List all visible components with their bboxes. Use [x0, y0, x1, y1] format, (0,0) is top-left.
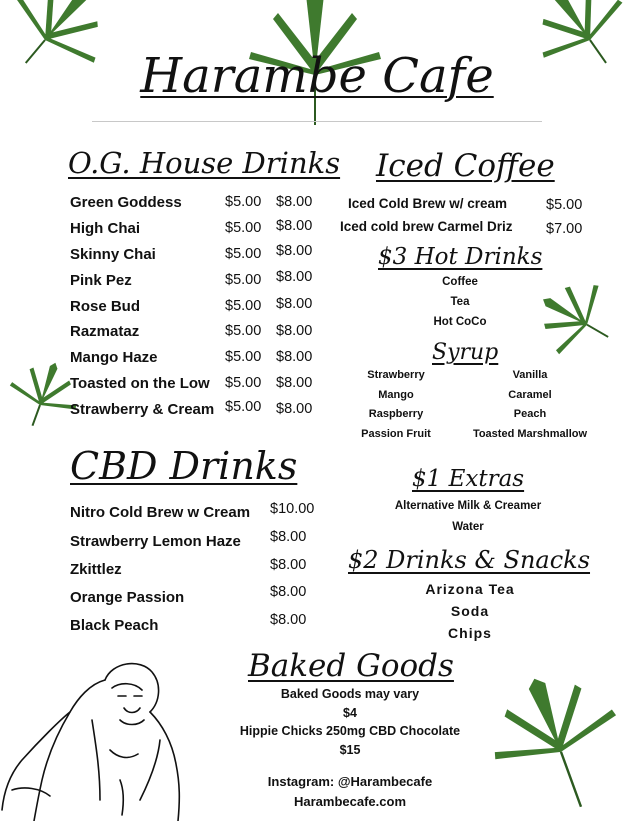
item-price-small: $5.00: [225, 323, 262, 339]
item-price-small: $5.00: [225, 272, 262, 288]
list-item: [70, 269, 350, 292]
item-name: Toasted on the Low: [70, 375, 210, 392]
extras-heading: $1 Extras: [412, 466, 525, 492]
list-item: [70, 401, 350, 421]
list-item: $4: [343, 706, 357, 720]
item-price-large: $8.00: [276, 269, 313, 285]
item-price-large: $8.00: [276, 296, 313, 312]
list-item: Raspberry: [368, 408, 424, 420]
list-item: Alternative Milk & Creamer: [394, 500, 542, 512]
list-item: Vanilla: [512, 369, 548, 381]
hot-drinks-heading: $3 Hot Drinks: [378, 244, 543, 270]
item-price-small: $5.00: [225, 298, 262, 314]
item-price-large: $8.00: [276, 349, 313, 365]
list-item: [70, 349, 350, 369]
snacks-heading: $2 Drinks & Snacks: [348, 546, 591, 574]
item-name: Rose Bud: [70, 298, 141, 315]
item-price: $8.00: [270, 612, 307, 628]
item-price-large: $8.00: [276, 194, 313, 210]
item-name: Black Peach: [70, 617, 159, 634]
item-price-large: $8.00: [276, 218, 313, 234]
item-price: $8.00: [270, 557, 307, 573]
list-item: [70, 375, 350, 395]
item-price: $5.00: [546, 197, 583, 213]
item-price-large: $8.00: [276, 243, 313, 259]
item-price: $10.00: [270, 501, 315, 517]
item-price: $7.00: [546, 221, 583, 237]
list-item: Tea: [450, 296, 470, 308]
item-price-small: $5.00: [225, 220, 262, 236]
list-item: [70, 220, 350, 240]
item-name: Razmataz: [70, 323, 140, 340]
list-item: Peach: [513, 408, 547, 420]
item-price-small: $5.00: [225, 349, 262, 365]
item-name: High Chai: [70, 220, 140, 237]
item-name: Zkittlez: [70, 561, 122, 578]
list-item: [70, 298, 350, 318]
item-name: Green Goddess: [70, 194, 182, 211]
list-item: Arizona Tea: [425, 581, 515, 597]
gorilla-illustration: [0, 650, 200, 821]
item-price: $8.00: [270, 584, 307, 600]
website-link[interactable]: Harambecafe.com: [294, 794, 406, 809]
cannabis-leaf-icon: [0, 355, 80, 445]
list-item: Hot CoCo: [433, 316, 487, 328]
item-name: Iced Cold Brew w/ cream: [348, 196, 508, 211]
list-item: Toasted Marshmallow: [472, 428, 588, 440]
list-item: Water: [452, 521, 484, 533]
cannabis-leaf-icon: [488, 672, 634, 822]
title-divider: [92, 121, 542, 122]
instagram-handle: Instagram: @Harambecafe: [267, 774, 433, 789]
item-name: Orange Passion: [70, 589, 185, 606]
item-price-large: $8.00: [276, 323, 313, 339]
item-name: Skinny Chai: [70, 246, 156, 263]
list-item: Mango: [378, 389, 414, 401]
item-price-small: $5.00: [225, 375, 262, 391]
list-item: Chips: [448, 625, 492, 641]
list-item: [70, 323, 350, 343]
item-price-small: $5.00: [225, 246, 262, 262]
item-price: $8.00: [270, 529, 307, 545]
list-item: Hippie Chicks 250mg CBD Chocolate: [239, 724, 461, 738]
list-item: Passion Fruit: [361, 428, 431, 440]
list-item: [70, 194, 350, 214]
list-item: $15: [339, 743, 361, 757]
item-name: Nitro Cold Brew w Cream: [70, 504, 251, 521]
list-item: Caramel: [508, 389, 552, 401]
list-item: Coffee: [442, 276, 478, 288]
item-name: Pink Pez: [70, 272, 132, 289]
item-name: Strawberry Lemon Haze: [70, 533, 241, 550]
list-item: Soda: [450, 603, 490, 619]
list-item: [70, 243, 350, 266]
item-price-small: $5.00: [225, 194, 262, 210]
baked-goods-heading: Baked Goods: [248, 648, 454, 684]
page-title: Harambe Cafe: [140, 48, 494, 104]
og-heading: O.G. House Drinks: [68, 146, 341, 180]
list-item: Strawberry: [367, 369, 425, 381]
iced-coffee-heading: Iced Coffee: [376, 148, 555, 184]
item-name: Mango Haze: [70, 349, 158, 366]
item-name: Strawberry & Cream: [70, 401, 215, 418]
syrup-heading: Syrup: [432, 340, 499, 365]
item-price-large: $8.00: [276, 375, 313, 391]
cbd-heading: CBD Drinks: [70, 444, 298, 488]
list-item: Baked Goods may vary: [280, 687, 420, 701]
item-price-large: $8.00: [276, 401, 313, 417]
item-name: Iced cold brew Carmel Driz: [340, 219, 513, 234]
item-price-small: $5.00: [225, 399, 262, 415]
